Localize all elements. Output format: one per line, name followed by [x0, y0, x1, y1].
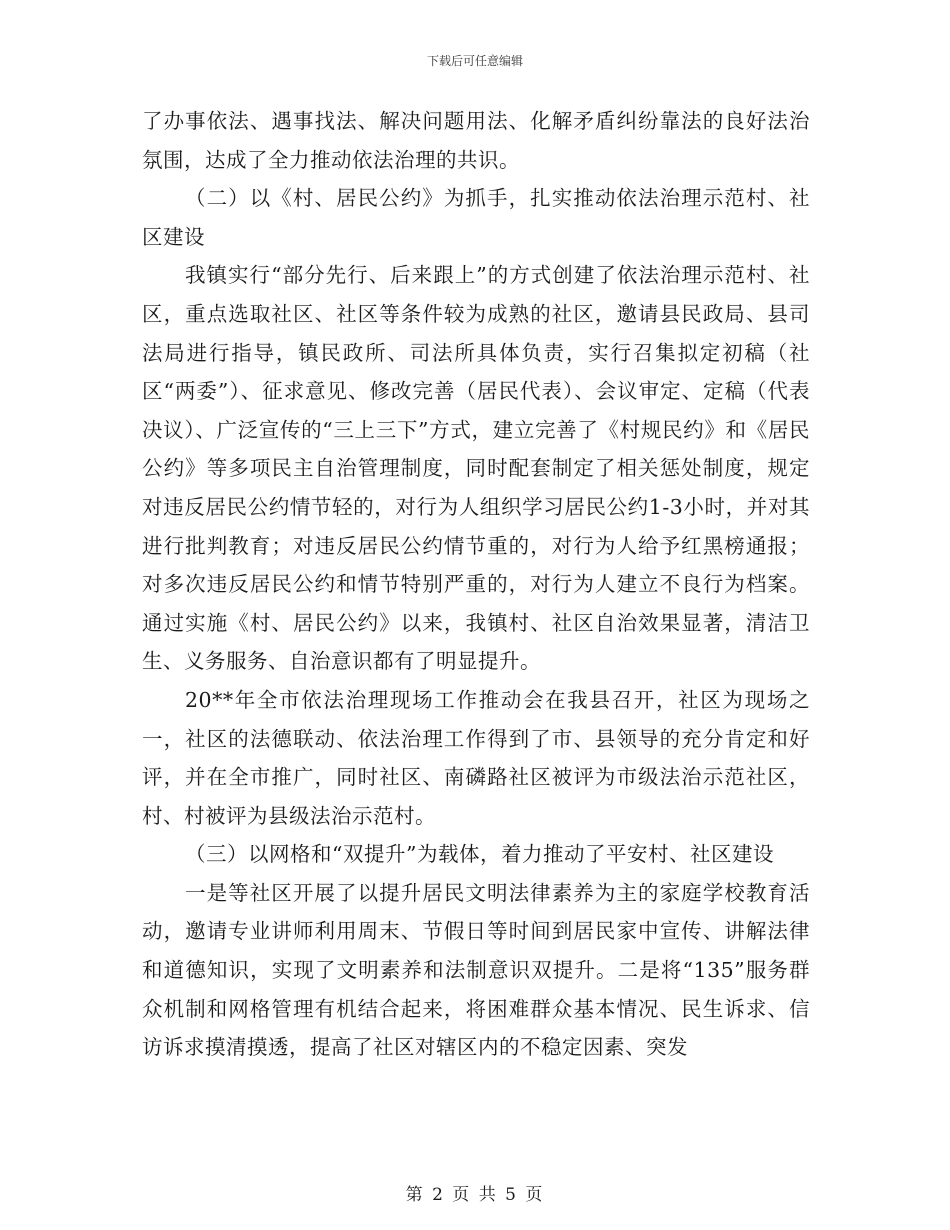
page-number: 第 2 页 共 5 页 — [405, 1185, 545, 1205]
paragraph-city-meeting: 20**年全市依法治理现场工作推动会在我县召开，社区为现场之一，社区的法德联动、依法治理工作得到了市、县领导的充分肯定和好评，并在全市推广，同时社区、南磷路社区被评为市级法治示范社区，村、村被评为县级法治示范村。 — [142, 687, 810, 828]
section-heading-3: （三）以网格和“双提升”为载体，着力推动了平安村、社区建设 — [185, 842, 774, 867]
section-heading-2: （二）以《村、居民公约》为抓手，扎实推动依法治理示范村、社区建设 — [142, 186, 810, 249]
page-header: 下载后可任意编辑 — [426, 54, 523, 68]
paragraph-demonstration-villages: 我镇实行“部分先行、后来跟上”的方式创建了依法治理示范村、社区，重点选取社区、社区等条件较为成熟的社区，邀请县民政局、县司法局进行指导，镇民政所、司法所具体负责，实行召集拟定初稿（社区“两委”）、征求意见、修改完善（居民代表）、会议审定、定稿（代表决议）、广泛宣传的“三上三下”方式，建立完善了《村规民约》和《居民公约》等多项民主自治管理制度，同时配套制定了相关惩处制度，规定对违反居民公约情节轻的，对行为人组织学习居民公约1-3小时，并对其进行批判教育；对违反居民公约情节重的，对行为人给予红黑榜通报；对多次违反居民公约和情节特别严重的，对行为人建立不良行为档案。通过实施《村、居民公约》以来，我镇村、社区自治效果显著，清洁卫生、义务服务、自治意识都有了明显提升。 — [142, 263, 810, 674]
document-body — [142, 102, 810, 1067]
paragraph-grid-management: 一是等社区开展了以提升居民文明法律素养为主的家庭学校教育活动，邀请专业讲师利用周末、节假日等时间到居民家中宣传、讲解法律和道德知识，实现了文明素养和法制意识双提升。二是将“135”服务群众机制和网格管理有机结合起来，将困难群众基本情况、民生诉求、信访诉求摸清摸透，提高了社区对辖区内的不稳定因素、突发 — [142, 880, 810, 1060]
paragraph-continuation: 了办事依法、遇事找法、解决问题用法、化解矛盾纠纷靠法的良好法治氛围，达成了全力推动依法治理的共识。 — [142, 109, 810, 172]
